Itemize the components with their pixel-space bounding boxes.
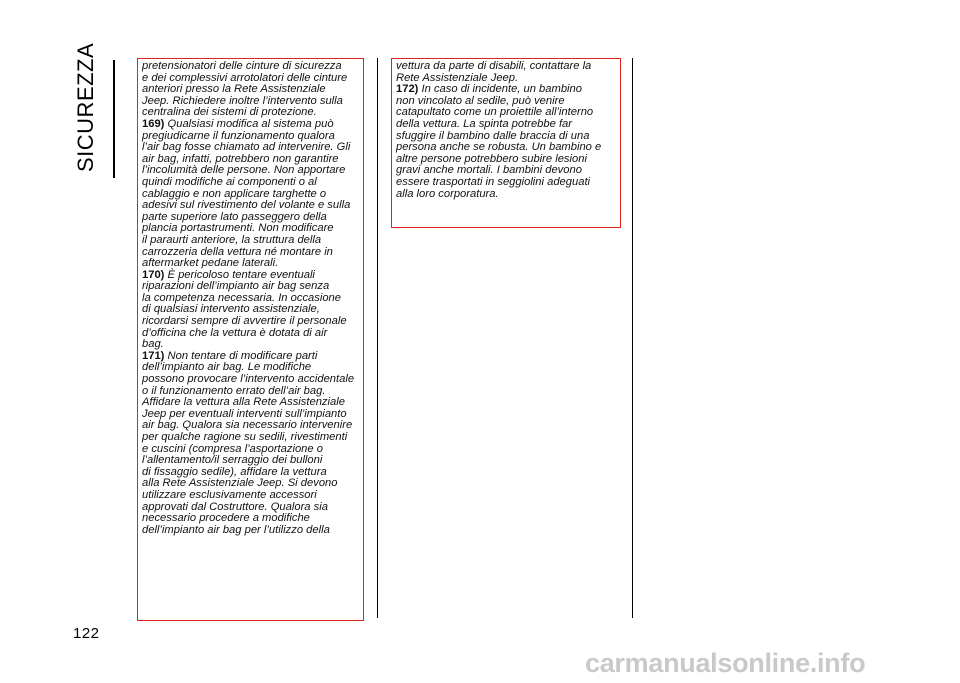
column-divider-right — [632, 58, 633, 618]
warning-172 — [396, 84, 617, 200]
warning-number: 172) — [396, 83, 419, 96]
warning-intro-text: pretensionatori delle cinture di sicurezza e dei complessivi arrotolatori delle cinture anteriori presso la Rete Assistenziale Jeep. Richiedere inoltre l’intervento sulla centralina dei sistemi di protezione. — [142, 60, 348, 119]
warning-number: 170) — [142, 268, 165, 281]
watermark-text: carmanualsonline.info — [585, 648, 866, 678]
warning-number: 171) — [142, 349, 165, 362]
warning-text: Non tentare di modificare parti dell’impianto air bag. Le modifiche possono provocare l’intervento accidentale o il funzionamento errato dell’air bag. Affidare la vettura alla Rete Assistenziale Jeep per eventuali interventi sull’impianto air bag. Qualora sia necessario intervenire per qualche ragione su sedili, rivestimenti e cuscini (compresa l’asportazione o l’allentamento/il serraggio dei bulloni di fissaggio sedile), affidare la vettura alla Rete Assistenziale Jeep. Si devono utilizzare esclusivamente accessori approvati dal Costruttore. Qualora sia necessario procedere a modifiche dell’impianto air bag per l’utilizzo della — [142, 349, 355, 536]
warning-text: È pericoloso tentare eventuali riparazioni dell’impianto air bag senza la competenza necessaria. In occasione di qualsiasi intervento assistenziale, ricordarsi sempre di avvertire il personale d’officina che la vettura è dotata di air bag. — [142, 268, 347, 351]
warning-box-right — [391, 58, 621, 228]
page-number: 122 — [73, 625, 100, 642]
warning-170 — [142, 270, 360, 351]
warning-text: In caso di incidente, un bambino non vincolato al sedile, può venire catapultato come un proiettile all’interno della vettura. La spinta potrebbe far sfuggire il bambino dalle braccia di una persona anche se robusta. Un bambino e altre persone potrebbero subire lesioni gravi anche mortali. I bambini devono essere trasportati in seggiolini adeguati alla loro corporatura. — [396, 83, 602, 200]
column-divider-middle — [377, 58, 378, 618]
warning-continuation-text: vettura da parte di disabili, contattare la Rete Assistenziale Jeep. — [396, 60, 592, 84]
section-title: SICUREZZA — [73, 42, 98, 172]
warning-box-left — [137, 58, 364, 621]
warning-169 — [142, 119, 360, 270]
warning-text: Qualsiasi modifica al sistema può pregiudicarne il funzionamento qualora l’air bag fosse chiamato ad intervenire. Gli air bag, infatti, potrebbero non garantire l’incolumità delle persone. Non apportare quindi modifiche ai componenti o al cablaggio e non applicare targhette o adesivi sul rivestimento del volante e sulla parte superiore lato passeggero della plancia portastrumenti. Non modificare il paraurti anteriore, la struttura della carrozzeria della vettura né montare in aftermarket pedane laterali. — [142, 117, 351, 270]
warning-171 — [142, 351, 360, 537]
section-title-rule — [113, 60, 115, 178]
warning-number: 169) — [142, 117, 165, 130]
